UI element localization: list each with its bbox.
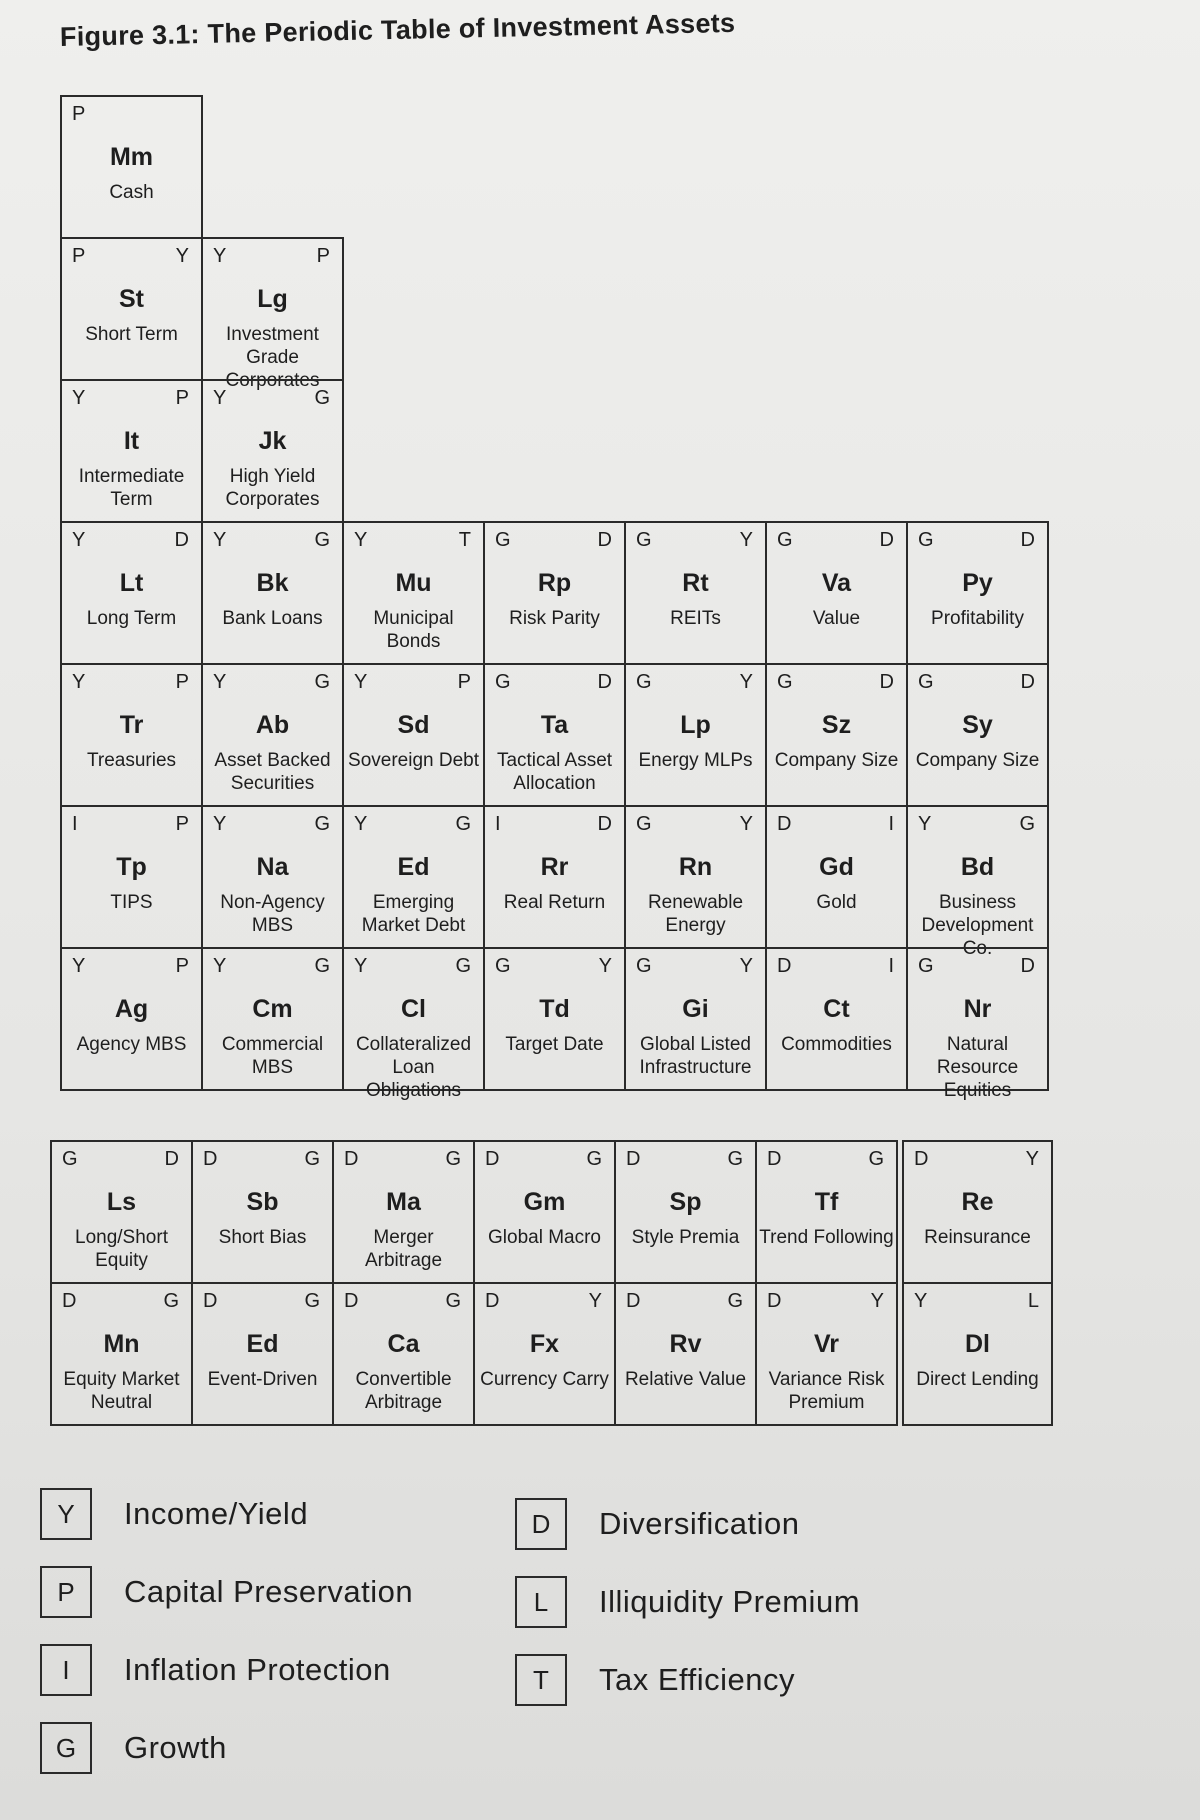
primary-objective: Y: [213, 813, 227, 835]
element-symbol: Gi: [682, 995, 709, 1023]
secondary-objective: D: [1020, 529, 1035, 551]
legend-code-box: I: [40, 1644, 92, 1696]
element-symbol: Rp: [537, 569, 572, 597]
element-cell-gm: [473, 1140, 616, 1284]
element-symbol: Ct: [823, 995, 850, 1023]
element-name: Business Development Co.: [921, 892, 1034, 959]
secondary-objective: D: [164, 1148, 179, 1170]
secondary-objective: Y: [739, 529, 753, 551]
primary-objective: G: [495, 671, 511, 693]
element-cell-sz: [765, 663, 908, 807]
secondary-objective: D: [174, 529, 189, 551]
element-name: Emerging Market Debt: [361, 892, 466, 936]
legend-code-box: Y: [40, 1488, 92, 1540]
secondary-objective: D: [879, 529, 894, 551]
primary-objective: D: [777, 813, 792, 835]
secondary-objective: Y: [739, 671, 753, 693]
secondary-objective: G: [455, 955, 471, 977]
element-symbol: Rv: [669, 1330, 702, 1358]
secondary-objective: G: [163, 1290, 179, 1312]
element-cell-ed: [342, 805, 485, 949]
element-cell-ag: [60, 947, 203, 1091]
secondary-objective: Y: [598, 955, 612, 977]
element-cell-ed: [191, 1282, 334, 1426]
element-symbol: Rt: [682, 569, 709, 597]
primary-objective: D: [626, 1148, 641, 1170]
primary-objective: D: [767, 1290, 782, 1312]
element-name: Agency MBS: [76, 1034, 187, 1055]
element-name: Long Term: [86, 608, 177, 629]
element-symbol: Nr: [963, 995, 992, 1023]
element-name: Bank Loans: [222, 608, 323, 629]
legend-label: Illiquidity Premium: [599, 1584, 861, 1619]
secondary-objective: G: [314, 529, 330, 551]
element-symbol: Mu: [395, 569, 432, 597]
secondary-objective: P: [175, 387, 189, 409]
element-symbol: Ed: [246, 1330, 279, 1358]
secondary-objective: G: [586, 1148, 602, 1170]
element-name: Intermediate Term: [78, 466, 185, 510]
element-name: Short Bias: [218, 1227, 307, 1248]
element-name: Treasuries: [86, 750, 177, 771]
element-cell-tf: [755, 1140, 898, 1284]
element-name: Variance Risk Premium: [768, 1369, 885, 1413]
element-symbol: Tf: [814, 1188, 839, 1216]
secondary-objective: Y: [739, 955, 753, 977]
element-symbol: Ab: [255, 711, 290, 739]
element-cell-rr: [483, 805, 626, 949]
element-name: Natural Resource Equities: [936, 1034, 1019, 1101]
element-cell-lp: [624, 663, 767, 807]
element-name: Real Return: [503, 892, 606, 913]
element-cell-sy: [906, 663, 1049, 807]
element-cell-bk: [201, 521, 344, 665]
primary-objective: I: [72, 813, 78, 835]
element-cell-st: [60, 237, 203, 381]
primary-objective: G: [636, 529, 652, 551]
element-cell-py: [906, 521, 1049, 665]
secondary-objective: Y: [588, 1290, 602, 1312]
element-cell-mn: [50, 1282, 193, 1426]
element-cell-vr: [755, 1282, 898, 1426]
element-cell-rn: [624, 805, 767, 949]
element-symbol: Ta: [540, 711, 569, 739]
element-name: Target Date: [505, 1034, 604, 1055]
primary-objective: Y: [918, 813, 932, 835]
element-symbol: Mm: [109, 143, 154, 171]
primary-objective: Y: [213, 245, 227, 267]
element-name: Currency Carry: [480, 1369, 609, 1390]
primary-objective: Y: [72, 955, 86, 977]
secondary-objective: Y: [739, 813, 753, 835]
element-cell-cm: [201, 947, 344, 1091]
primary-objective: D: [203, 1290, 218, 1312]
element-symbol: Vr: [813, 1330, 840, 1358]
secondary-objective: P: [175, 813, 189, 835]
primary-objective: G: [636, 955, 652, 977]
element-symbol: Sp: [669, 1188, 702, 1216]
element-symbol: Bk: [256, 569, 289, 597]
secondary-objective: G: [445, 1148, 461, 1170]
secondary-objective: P: [175, 671, 189, 693]
element-name: Cash: [109, 182, 154, 203]
secondary-objective: G: [868, 1148, 884, 1170]
element-name: Value: [812, 608, 861, 629]
legend-label: Inflation Protection: [124, 1652, 391, 1687]
element-symbol: Tp: [116, 853, 147, 881]
element-symbol: Ag: [114, 995, 149, 1023]
element-symbol: Rr: [540, 853, 569, 881]
secondary-objective: G: [314, 671, 330, 693]
secondary-objective: T: [458, 529, 471, 551]
element-cell-jk: [201, 379, 344, 523]
element-cell-sb: [191, 1140, 334, 1284]
secondary-objective: D: [597, 671, 612, 693]
primary-objective: D: [62, 1290, 77, 1312]
element-cell-rp: [483, 521, 626, 665]
element-name: Short Term: [85, 324, 178, 345]
element-symbol: Lp: [680, 711, 711, 739]
element-symbol: Mn: [103, 1330, 140, 1358]
primary-objective: Y: [72, 529, 86, 551]
element-symbol: Jk: [258, 427, 287, 455]
element-name: Gold: [816, 892, 857, 913]
element-symbol: Rn: [678, 853, 713, 881]
element-symbol: Va: [821, 569, 852, 597]
element-symbol: Ls: [106, 1188, 137, 1216]
element-name: Commodities: [781, 1034, 892, 1055]
element-name: Investment Grade Corporates: [225, 324, 320, 391]
secondary-objective: P: [457, 671, 471, 693]
element-cell-ls: [50, 1140, 193, 1284]
primary-objective: Y: [213, 955, 227, 977]
element-name: REITs: [670, 608, 721, 629]
element-cell-ct: [765, 947, 908, 1091]
secondary-objective: I: [888, 955, 894, 977]
element-symbol: Gm: [523, 1188, 566, 1216]
element-name: Profitability: [931, 608, 1024, 629]
secondary-objective: D: [1020, 955, 1035, 977]
element-cell-mm: [60, 95, 203, 239]
element-cell-mu: [342, 521, 485, 665]
primary-objective: Y: [914, 1290, 928, 1312]
element-name: Company Size: [774, 750, 899, 771]
element-cell-sp: [614, 1140, 757, 1284]
element-name: Renewable Energy: [647, 892, 744, 936]
element-symbol: Sd: [397, 711, 430, 739]
primary-objective: G: [918, 955, 934, 977]
primary-objective: Y: [213, 529, 227, 551]
primary-objective: G: [495, 529, 511, 551]
element-symbol: Gd: [819, 853, 854, 881]
primary-objective: D: [485, 1290, 500, 1312]
element-name: Reinsurance: [924, 1227, 1031, 1248]
primary-objective: Y: [213, 671, 227, 693]
element-name: Tactical Asset Allocation: [496, 750, 613, 794]
element-name: Sovereign Debt: [348, 750, 479, 771]
primary-objective: P: [72, 245, 86, 267]
primary-objective: Y: [213, 387, 227, 409]
secondary-objective: Y: [870, 1290, 884, 1312]
primary-objective: D: [485, 1148, 500, 1170]
element-symbol: Fx: [529, 1330, 560, 1358]
primary-objective: D: [344, 1148, 359, 1170]
element-symbol: Sb: [246, 1188, 279, 1216]
element-cell-va: [765, 521, 908, 665]
element-cell-lg: [201, 237, 344, 391]
element-name: Event-Driven: [207, 1369, 318, 1390]
primary-objective: G: [918, 529, 934, 551]
primary-objective: D: [626, 1290, 641, 1312]
element-symbol: Ed: [397, 853, 430, 881]
primary-objective: G: [636, 671, 652, 693]
legend-code-box: D: [515, 1498, 567, 1550]
secondary-objective: Y: [1025, 1148, 1039, 1170]
legend-label: Diversification: [599, 1506, 800, 1541]
primary-objective: P: [72, 103, 86, 125]
element-cell-na: [201, 805, 344, 949]
primary-objective: D: [767, 1148, 782, 1170]
element-symbol: Lt: [119, 569, 144, 597]
element-symbol: Cl: [401, 995, 426, 1023]
secondary-objective: G: [304, 1148, 320, 1170]
element-symbol: Sz: [821, 711, 852, 739]
primary-objective: I: [495, 813, 501, 835]
secondary-objective: G: [445, 1290, 461, 1312]
secondary-objective: L: [1027, 1290, 1039, 1312]
element-symbol: Sy: [962, 711, 993, 739]
primary-objective: G: [777, 671, 793, 693]
primary-objective: Y: [72, 671, 86, 693]
legend-label: Income/Yield: [124, 1496, 309, 1531]
element-cell-ta: [483, 663, 626, 807]
element-cell-bd: [906, 805, 1049, 959]
element-cell-gd: [765, 805, 908, 949]
primary-objective: Y: [354, 813, 368, 835]
element-cell-ca: [332, 1282, 475, 1426]
element-name: High Yield Corporates: [225, 466, 320, 510]
secondary-objective: G: [727, 1148, 743, 1170]
element-name: Collateralized Loan Obligations: [355, 1034, 472, 1101]
element-name: Company Size: [915, 750, 1040, 771]
element-symbol: Tr: [119, 711, 144, 739]
secondary-objective: G: [314, 955, 330, 977]
secondary-objective: G: [314, 387, 330, 409]
element-cell-lt: [60, 521, 203, 665]
element-cell-sd: [342, 663, 485, 807]
secondary-objective: D: [597, 813, 612, 835]
element-name: Non-Agency MBS: [220, 892, 325, 936]
element-cell-rt: [624, 521, 767, 665]
element-symbol: It: [123, 427, 140, 455]
element-cell-rv: [614, 1282, 757, 1426]
element-symbol: Lg: [257, 285, 288, 313]
primary-objective: D: [203, 1148, 218, 1170]
element-cell-ma: [332, 1140, 475, 1284]
element-symbol: Dl: [965, 1330, 990, 1358]
secondary-objective: G: [455, 813, 471, 835]
element-cell-td: [483, 947, 626, 1091]
secondary-objective: D: [1020, 671, 1035, 693]
element-cell-dl: [902, 1282, 1053, 1426]
element-cell-ab: [201, 663, 344, 807]
element-symbol: Ca: [387, 1330, 420, 1358]
legend-code-box: T: [515, 1654, 567, 1706]
element-name: Direct Lending: [916, 1369, 1039, 1390]
element-name: Asset Backed Securities: [214, 750, 331, 794]
element-name: Trend Following: [759, 1227, 894, 1248]
secondary-objective: I: [888, 813, 894, 835]
legend-code-box: P: [40, 1566, 92, 1618]
primary-objective: D: [344, 1290, 359, 1312]
element-cell-gi: [624, 947, 767, 1091]
element-cell-tp: [60, 805, 203, 949]
element-name: Long/Short Equity: [75, 1227, 168, 1271]
secondary-objective: D: [597, 529, 612, 551]
secondary-objective: G: [314, 813, 330, 835]
element-name: Global Listed Infrastructure: [639, 1034, 752, 1078]
element-name: Merger Arbitrage: [364, 1227, 443, 1271]
element-symbol: Py: [962, 569, 993, 597]
element-cell-re: [902, 1140, 1053, 1284]
element-symbol: Cm: [252, 995, 293, 1023]
figure-title: Figure 3.1: The Periodic Table of Investment Assets: [59, 7, 736, 52]
primary-objective: Y: [354, 671, 368, 693]
element-name: Equity Market Neutral: [63, 1369, 180, 1413]
primary-objective: G: [636, 813, 652, 835]
legend-label: Tax Efficiency: [599, 1662, 795, 1697]
primary-objective: G: [495, 955, 511, 977]
secondary-objective: Y: [175, 245, 189, 267]
legend-code-box: G: [40, 1722, 92, 1774]
element-cell-it: [60, 379, 203, 523]
secondary-objective: G: [304, 1290, 320, 1312]
element-name: Risk Parity: [509, 608, 600, 629]
element-name: Convertible Arbitrage: [355, 1369, 452, 1413]
element-cell-cl: [342, 947, 485, 1101]
element-symbol: Ma: [386, 1188, 421, 1216]
element-name: Relative Value: [624, 1369, 747, 1390]
primary-objective: Y: [354, 529, 368, 551]
secondary-objective: G: [727, 1290, 743, 1312]
secondary-objective: G: [1019, 813, 1035, 835]
primary-objective: Y: [354, 955, 368, 977]
element-name: Commercial MBS: [221, 1034, 324, 1078]
element-symbol: Td: [539, 995, 570, 1023]
element-cell-fx: [473, 1282, 616, 1426]
legend-label: Capital Preservation: [124, 1574, 414, 1609]
element-cell-tr: [60, 663, 203, 807]
primary-objective: G: [777, 529, 793, 551]
legend-label: Growth: [124, 1730, 227, 1765]
element-name: Municipal Bonds: [373, 608, 454, 652]
secondary-objective: D: [879, 671, 894, 693]
primary-objective: D: [777, 955, 792, 977]
primary-objective: G: [918, 671, 934, 693]
legend-code-box: L: [515, 1576, 567, 1628]
secondary-objective: P: [316, 245, 330, 267]
primary-objective: D: [914, 1148, 929, 1170]
primary-objective: G: [62, 1148, 78, 1170]
secondary-objective: P: [175, 955, 189, 977]
primary-objective: Y: [72, 387, 86, 409]
element-name: Global Macro: [488, 1227, 601, 1248]
element-symbol: Bd: [960, 853, 995, 881]
element-name: Energy MLPs: [638, 750, 753, 771]
element-symbol: St: [119, 285, 144, 313]
element-cell-nr: [906, 947, 1049, 1101]
element-name: TIPS: [110, 892, 153, 913]
element-symbol: Re: [961, 1188, 994, 1216]
element-name: Style Premia: [631, 1227, 740, 1248]
element-symbol: Na: [256, 853, 289, 881]
